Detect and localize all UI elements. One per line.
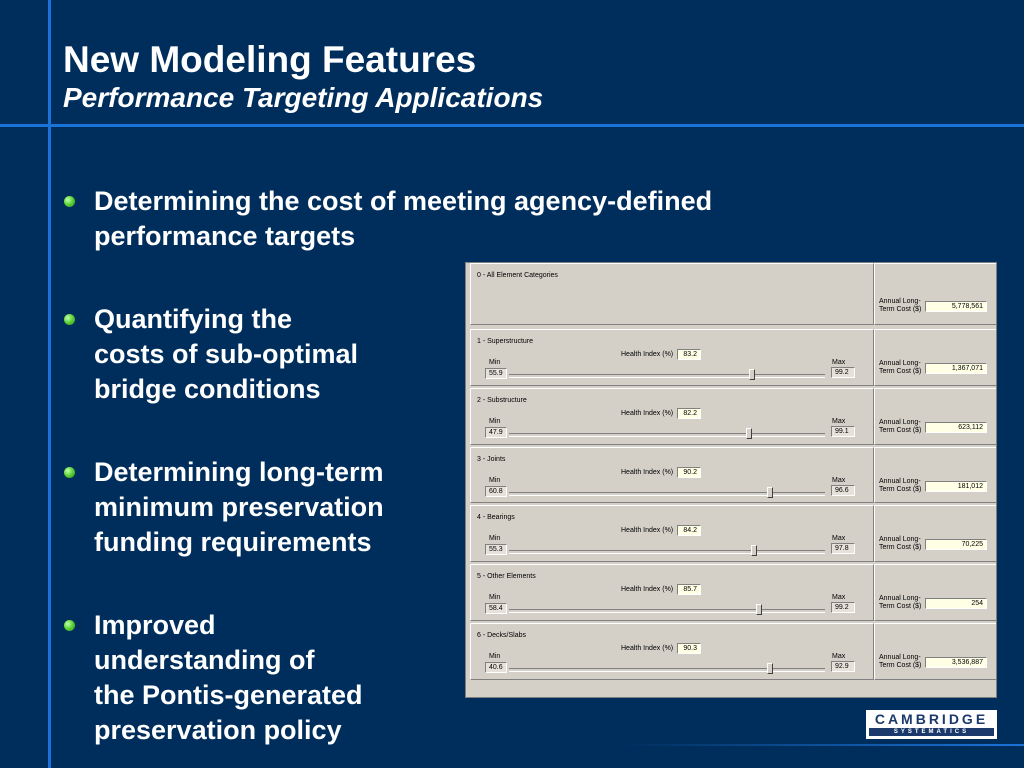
row-right-pane xyxy=(874,329,997,386)
row-right-pane xyxy=(874,505,997,562)
panel-row xyxy=(470,564,997,621)
health-index-field[interactable]: 90.3 xyxy=(677,643,701,654)
health-index-field[interactable]: 83.2 xyxy=(677,349,701,360)
cost-label-line2: Term Cost ($) xyxy=(879,426,922,434)
cost-label-line2: Term Cost ($) xyxy=(879,544,922,552)
max-label: Max xyxy=(832,359,846,366)
health-slider-thumb[interactable] xyxy=(746,428,752,439)
category-label: 1 - Superstructure xyxy=(477,338,534,345)
health-index-field[interactable]: 90.2 xyxy=(677,467,701,478)
health-index-label: Health Index (%) xyxy=(621,409,674,417)
health-slider-track[interactable] xyxy=(509,374,825,378)
bullet-dot-icon xyxy=(64,620,75,631)
category-label: 6 - Decks/Slabs xyxy=(477,632,527,639)
max-label: Max xyxy=(832,535,846,543)
panel-row xyxy=(470,505,997,562)
health-index-field[interactable]: 84.2 xyxy=(677,525,701,536)
panel-row-all xyxy=(470,263,997,325)
row-left-pane xyxy=(470,623,874,680)
health-slider-track[interactable] xyxy=(509,433,825,437)
min-label: Min xyxy=(489,594,501,602)
row-left-pane xyxy=(470,447,874,504)
bullet-item xyxy=(94,302,358,407)
panel-row xyxy=(470,329,997,386)
min-label: Min xyxy=(489,359,501,366)
min-label: Min xyxy=(489,476,501,484)
health-index-field[interactable]: 85.7 xyxy=(677,584,701,595)
category-label: 3 - Joints xyxy=(477,455,506,463)
bullet-item xyxy=(94,608,363,748)
cambridge-systematics-logo xyxy=(866,710,997,739)
max-label: Max xyxy=(832,653,846,660)
bullet-dot-icon xyxy=(64,314,75,325)
max-value: 99.1 xyxy=(831,426,855,437)
bullet-item xyxy=(94,184,712,254)
cost-label-line2: Term Cost ($) xyxy=(879,368,922,375)
row-left-pane xyxy=(470,388,874,445)
bullet-text: Determining long-term minimum preservation funding requirements xyxy=(94,457,384,557)
min-value: 58.4 xyxy=(485,603,507,614)
min-value: 60.8 xyxy=(485,486,507,497)
health-index-label: Health Index (%) xyxy=(621,527,674,535)
panel-row xyxy=(470,447,997,504)
category-label: 5 - Other Elements xyxy=(477,573,536,581)
cost-field[interactable]: 70,225 xyxy=(925,539,987,550)
cost-label-line2: Term Cost ($) xyxy=(879,485,922,493)
max-label: Max xyxy=(832,417,846,425)
row-right-pane xyxy=(874,447,997,504)
vertical-rule xyxy=(48,0,51,768)
min-value: 40.6 xyxy=(485,662,507,673)
bottom-rule xyxy=(620,744,1024,746)
max-value: 97.8 xyxy=(831,543,855,554)
min-label: Min xyxy=(489,417,501,425)
logo-line2: SYSTEMATICS xyxy=(893,729,970,735)
row-right-pane xyxy=(874,263,997,325)
cost-label-line1: Annual Long- xyxy=(879,418,921,426)
health-index-label: Health Index (%) xyxy=(621,351,674,358)
category-label: 4 - Bearings xyxy=(477,514,515,522)
row-left-pane xyxy=(470,329,874,386)
bullet-dot-icon xyxy=(64,467,75,478)
panel-row xyxy=(470,623,997,680)
cost-field[interactable]: 3,536,887 xyxy=(925,657,987,668)
health-slider-thumb[interactable] xyxy=(756,604,762,615)
bullet-item xyxy=(94,455,384,560)
health-index-label: Health Index (%) xyxy=(621,468,674,476)
health-slider-track[interactable] xyxy=(509,550,825,554)
panel-row xyxy=(470,388,997,445)
cost-label-line1: Annual Long- xyxy=(879,360,921,367)
cost-label-line2: Term Cost ($) xyxy=(879,662,922,669)
max-value: 96.6 xyxy=(831,485,855,496)
bullet-text: Quantifying the costs of sub-optimal bridge conditions xyxy=(94,304,359,404)
max-label: Max xyxy=(832,594,846,602)
row-right-pane xyxy=(874,623,997,680)
bullet-dot-icon xyxy=(64,196,75,207)
health-slider-thumb[interactable] xyxy=(751,545,757,556)
logo-line1: CAMBRIDGE xyxy=(874,711,989,727)
health-slider-thumb[interactable] xyxy=(749,369,755,380)
performance-targeting-panel xyxy=(465,262,997,698)
health-index-field[interactable]: 82.2 xyxy=(677,408,701,419)
row-left-pane xyxy=(470,564,874,621)
min-label: Min xyxy=(489,535,501,543)
health-slider-track[interactable] xyxy=(509,609,825,613)
cost-label-line1: Annual Long- xyxy=(879,298,921,305)
category-label: 0 - All Element Categories xyxy=(477,272,558,279)
health-index-label: Health Index (%) xyxy=(621,586,674,594)
cost-label-line1: Annual Long- xyxy=(879,654,921,661)
max-label: Max xyxy=(832,476,846,484)
min-value: 55.3 xyxy=(485,544,507,555)
slide-title: New Modeling Features xyxy=(63,39,477,80)
max-value: 92.9 xyxy=(831,661,855,672)
bullet-text: Determining the cost of meeting agency-defined performance targets xyxy=(94,186,713,251)
slide-subtitle: Performance Targeting Applications xyxy=(63,82,544,113)
cost-label-line2: Term Cost ($) xyxy=(879,306,922,313)
category-label: 2 - Substructure xyxy=(477,396,527,404)
cost-field[interactable]: 254 xyxy=(925,598,987,609)
row-right-pane xyxy=(874,388,997,445)
cost-field[interactable]: 5,778,561 xyxy=(925,301,987,312)
min-value: 55.9 xyxy=(485,368,507,379)
max-value: 99.2 xyxy=(831,602,855,613)
row-left-pane xyxy=(470,263,874,325)
health-slider-track[interactable] xyxy=(509,492,825,496)
max-value: 99.2 xyxy=(831,367,855,378)
row-left-pane xyxy=(470,505,874,562)
cost-label-line2: Term Cost ($) xyxy=(879,603,922,611)
health-index-label: Health Index (%) xyxy=(621,645,674,652)
health-slider-track[interactable] xyxy=(509,668,825,672)
health-slider-thumb[interactable] xyxy=(767,487,773,498)
min-value: 47.9 xyxy=(485,427,507,438)
cost-label-line1: Annual Long- xyxy=(879,595,921,603)
cost-field[interactable]: 623,112 xyxy=(925,422,987,433)
cost-label-line1: Annual Long- xyxy=(879,477,921,485)
health-slider-thumb[interactable] xyxy=(767,663,773,674)
horizontal-rule xyxy=(0,124,1024,127)
min-label: Min xyxy=(489,653,501,660)
bullet-text: Improved understanding of the Pontis-generated preservation policy xyxy=(94,610,363,745)
cost-field[interactable]: 1,367,071 xyxy=(925,363,987,374)
cost-field[interactable]: 181,012 xyxy=(925,481,987,492)
cost-label-line1: Annual Long- xyxy=(879,536,921,544)
row-right-pane xyxy=(874,564,997,621)
